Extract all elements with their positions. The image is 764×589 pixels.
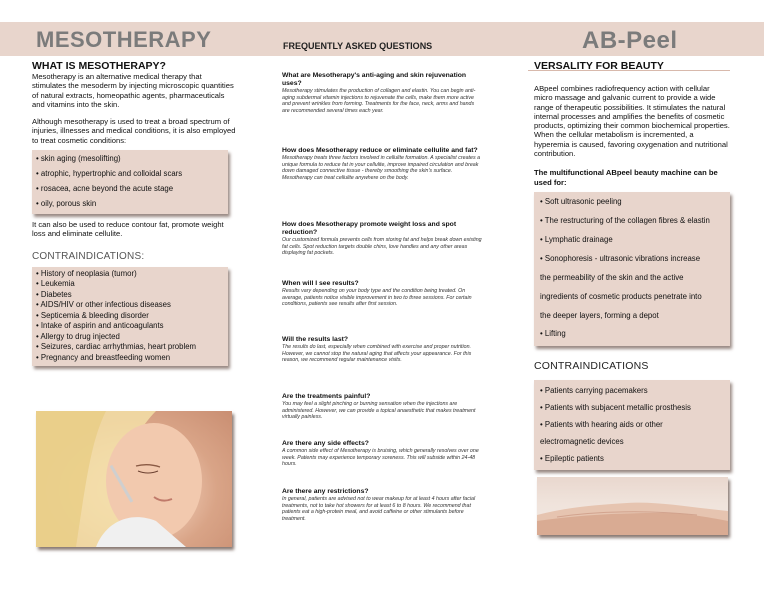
contra-item: • Allergy to drug injected (36, 331, 120, 341)
faq-entry (282, 221, 482, 280)
uses-box (534, 192, 730, 346)
contraindications-box (32, 267, 228, 367)
faq-answer: Results vary depending on your body type and the condition being treated. On average, patients notice visible improvement in two to three sessions. For certain conditions, patients see results after first session. (282, 288, 472, 308)
condition-item: • atrophic, hypertrophic and colloidal scars (36, 169, 183, 179)
faq-title: FREQUENTLY ASKED QUESTIONS (283, 41, 433, 51)
faq-entry (282, 280, 482, 336)
use-item: the deeper layers, forming a depot (540, 310, 659, 320)
versality-heading: VERSALITY FOR BEAUTY (534, 60, 664, 72)
faq-entry (282, 393, 482, 440)
condition-item: • rosacea, acne beyond the acute stage (36, 184, 174, 194)
also-line-1: It can also be used to reduce contour fat, promote weight (32, 220, 224, 230)
contra-item: • Pregnancy and breastfeeding women (36, 352, 171, 362)
contra-item: • Seizures, cardiac arrhythmias, heart problem (36, 342, 197, 352)
faq-question: How does Mesotherapy promote weight loss and spot reduction? (282, 221, 457, 236)
use-item: • Sonophoresis - ultrasonic vibrations increase (540, 253, 701, 263)
contra-item: • Intake of aspirin and anticoagulants (36, 321, 164, 331)
face-illustration (36, 411, 232, 547)
faq-entry (282, 440, 482, 488)
faq-answer: Mesotherapy treats three factors involved in cellulite formation. A specialist creates a unique formula to reduce fat in your cellulite, improve impaired circulation and break down damaged connective tissue - thereby smoothing the skin's surface. Mesotherapy can treat cellulite anywhere on the body. (282, 155, 481, 181)
faq-answer: You may feel a slight pinching or burning sensation when the injections are administered. However, we can provide a topical anaesthetic that makes treatment virtually painless. (282, 401, 476, 421)
use-item: • Lymphatic drainage (540, 234, 613, 244)
right-column (534, 60, 730, 470)
use-item: the permeability of the skin and the active (540, 272, 684, 282)
abpeel-description: ABpeel combines radiofrequency action with cellular micro massage and galvanic current to provide a wide range of therapeutic possibilities. It stimulates the natural internal processes and amplifies the benefits of cosmetic products, optimizing their common biochemical properties. When the cellular metabolism is incremented, a hyperemia is caused, favoring oxygenation and nutritional contribution. (534, 84, 730, 159)
faq-question: What are Mesotherapy's anti-aging and skin rejuvenation uses? (282, 72, 467, 87)
abpeel-contra-item: • Patients with hearing aids or other (540, 419, 663, 429)
use-item: ingredients of cosmetic products penetrate into (540, 291, 702, 301)
also-line-2: loss and eliminate cellulite. (32, 229, 123, 239)
intro2-paragraph: Although mesotherapy is used to treat a broad spectrum of injuries, illnesses and medical conditions, it is also employed to treat cosmetic conditions: (32, 117, 236, 145)
conditions-box (32, 150, 228, 214)
abpeel-contraindications-box (534, 380, 730, 470)
left-column (32, 60, 237, 366)
body-illustration (537, 477, 728, 535)
contra-item: • Diabetes (36, 289, 72, 299)
faq-entry (282, 72, 482, 147)
abpeel-contra-item: • Patients carrying pacemakers (540, 385, 648, 395)
machine-heading: The multifunctional ABpeel beauty machine can be used for: (534, 168, 718, 187)
use-item: • The restructuring of the collagen fibres & elastin (540, 215, 710, 225)
condition-item: • skin aging (mesolifting) (36, 154, 121, 164)
contra-item: • AIDS/HIV or other infectious diseases (36, 300, 171, 310)
faq-question: When will I see results? (282, 280, 359, 287)
faq-answer: Mesotherapy stimulates the production of collagen and elastin. You can begin anti-aging subdermal vitamin injections to rejuvenate the cells, make them more active and prevent wrinkles from forming. Treatments for the face, neck, arms and hands are recommended several times each year. (282, 88, 476, 114)
what-is-heading: WHAT IS MESOTHERAPY? (32, 60, 166, 72)
faq-question: Are the treatments painful? (282, 393, 371, 400)
faq-column (282, 72, 482, 522)
faq-question: Will the results last? (282, 336, 349, 343)
intro-paragraph: Mesotherapy is an alternative medical therapy that stimulates the mesoderm by injecting microscopic quantities of natural extracts, homeopathic agents, pharmaceuticals and vitamins into the skin. (32, 72, 234, 109)
woman-face-photo (36, 411, 232, 547)
use-item: • Soft ultrasonic peeling (540, 196, 622, 206)
contraindications-heading: CONTRAINDICATIONS: (32, 250, 145, 262)
faq-question: Are there any restrictions? (282, 488, 369, 495)
use-item: • Lifting (540, 328, 566, 338)
faq-question: How does Mesotherapy reduce or eliminate cellulite and fat? (282, 147, 478, 154)
abpeel-contra-item: • Epileptic patients (540, 453, 604, 463)
abpeel-contra-item: • Patients with subjacent metallic prosthesis (540, 402, 691, 412)
faq-answer: Our customized formula prevents cells from storing fat and helps break down existing fat cells. Spot reduction targets double chins, love handles and any other areas displaying fat pockets. (282, 237, 482, 257)
faq-entry (282, 488, 482, 522)
contra-item: • Leukemia (36, 279, 75, 289)
faq-answer: A common side effect of Mesotherapy is bruising, which generally resolves over one week. Patients may experience temporary soreness. This will subside within 24-48 hours. (282, 448, 479, 468)
body-silhouette-photo (537, 477, 728, 535)
abpeel-title: AB-Peel (582, 27, 678, 54)
contra-item: • Septicemia & bleeding disorder (36, 310, 149, 320)
faq-answer: The results do last, especially when combined with exercise and proper nutrition. However, we cannot stop the natural aging that affects your appearance. For this reason, we recommend regular maintenance visits. (282, 344, 472, 364)
faq-answer: In general, patients are advised not to wear makeup for at least 4 hours after facial treatments, not to take hot showers for at least 6 to 8 hours. We recommend that patients eat a high-protein meal, and avoid caffeine or other stimulants before treatment. (282, 496, 476, 522)
abpeel-contraindications-heading: CONTRAINDICATIONS (534, 359, 649, 372)
contra-item: • History of neoplasia (tumor) (36, 268, 137, 278)
faq-entry (282, 336, 482, 393)
abpeel-contra-item: electromagnetic devices (540, 436, 624, 446)
condition-item: • oily, porous skin (36, 199, 97, 209)
faq-entry (282, 147, 482, 221)
mesotherapy-title: MESOTHERAPY (36, 27, 212, 52)
faq-question: Are there any side effects? (282, 440, 369, 447)
